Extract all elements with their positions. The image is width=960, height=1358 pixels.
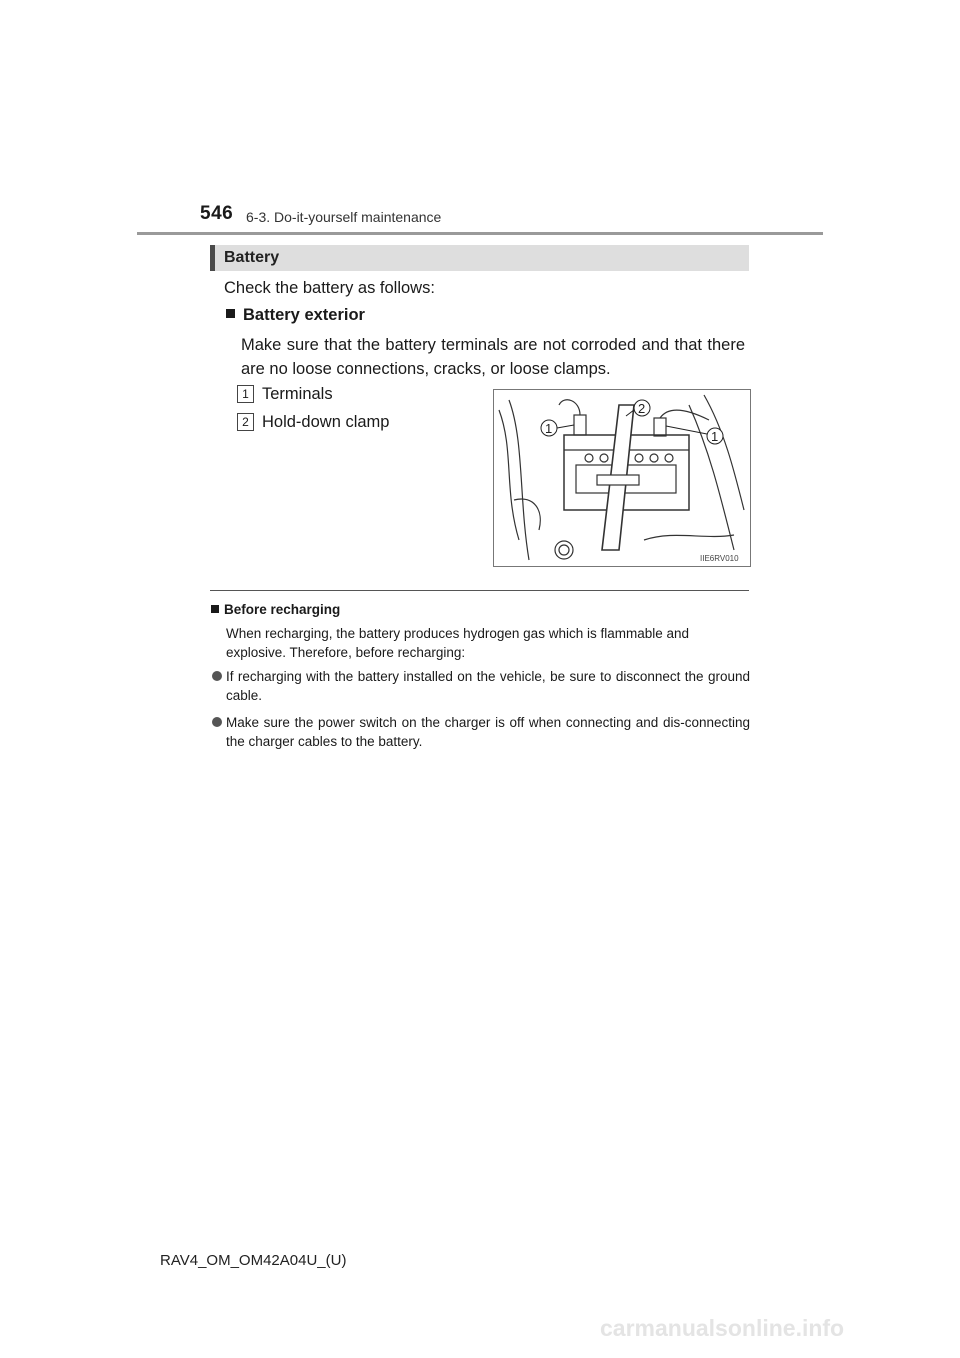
subsection-body: Make sure that the battery terminals are not corroded and that there are no loose connections, cracks, or loose clamps. bbox=[241, 336, 745, 378]
square-bullet-icon bbox=[211, 605, 219, 613]
note-text: When recharging, the battery produces hydrogen gas which is flammable and explosive. Therefore, before recharging: bbox=[226, 626, 690, 660]
section-header: 6-3. Do-it-yourself maintenance bbox=[246, 209, 442, 225]
section-divider bbox=[210, 590, 749, 591]
battery-drawing bbox=[494, 390, 750, 566]
bullet-item bbox=[212, 713, 750, 751]
note-title: Before recharging bbox=[224, 602, 341, 617]
callout-number-1: 1 bbox=[237, 385, 254, 403]
subsection-heading bbox=[226, 306, 365, 325]
bullet-dot-icon bbox=[212, 671, 222, 681]
note-heading bbox=[211, 602, 340, 617]
subsection-title: Battery exterior bbox=[243, 306, 365, 324]
callout-terminals bbox=[237, 385, 333, 404]
intro-text: Check the battery as follows: bbox=[224, 279, 435, 297]
title-accent bbox=[210, 245, 215, 271]
bullet-item bbox=[212, 667, 750, 705]
watermark: carmanualsonline.info bbox=[600, 1315, 845, 1341]
page-number: 546 bbox=[200, 203, 234, 224]
figure-marker-1b: 1 bbox=[711, 429, 719, 444]
callout-label: Terminals bbox=[262, 385, 333, 403]
header-rule bbox=[137, 232, 823, 235]
bullet-text: Make sure the power switch on the charger is off when connecting and dis-connecting the charger cables to the battery. bbox=[226, 715, 750, 749]
figure-marker-2: 2 bbox=[638, 401, 646, 416]
battery-illustration bbox=[493, 389, 751, 567]
section-title: Battery bbox=[224, 249, 280, 266]
callout-label: Hold-down clamp bbox=[262, 413, 390, 431]
square-bullet-icon bbox=[226, 309, 235, 318]
footer-manual-id: RAV4_OM_OM42A04U_(U) bbox=[160, 1252, 347, 1269]
callout-number-2: 2 bbox=[237, 413, 254, 431]
bullet-dot-icon bbox=[212, 717, 222, 727]
section-title-bar bbox=[210, 245, 749, 271]
figure-code: IIE6RV010 bbox=[700, 554, 739, 563]
callout-hold-down-clamp bbox=[237, 413, 389, 432]
bullet-text: If recharging with the battery installed on the vehicle, be sure to disconnect the ground cable. bbox=[226, 669, 750, 703]
figure-marker-1: 1 bbox=[545, 421, 553, 436]
